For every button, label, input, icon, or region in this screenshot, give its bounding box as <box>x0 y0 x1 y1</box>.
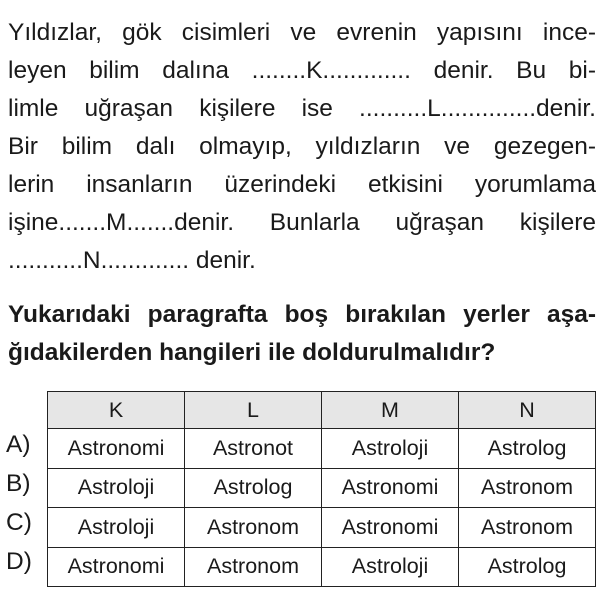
paragraph-line: işine.......M.......denir. Bunlarla uğraşan kişilere <box>8 209 596 236</box>
paragraph-line: Bir bilim dalı olmayıp, yıldızların ve gezegen- <box>8 133 596 160</box>
table-cell: Astronom <box>185 547 322 587</box>
option-row-b[interactable] <box>48 468 596 508</box>
table-cell: Astroloji <box>48 468 185 508</box>
table-cell: Astronomi <box>48 547 185 587</box>
table-cell: Astrolog <box>459 429 596 469</box>
paragraph <box>8 14 596 280</box>
question-line: ğıdakilerden hangileri ile doldurulmalıdır? <box>8 339 496 366</box>
answer-table <box>47 391 596 587</box>
table-cell: Astrolog <box>185 468 322 508</box>
table-cell: Astroloji <box>322 429 459 469</box>
question-line: Yukarıdaki paragrafta boş bırakılan yerler aşa- <box>8 301 596 328</box>
table-cell: Astronom <box>459 468 596 508</box>
paragraph-line: leyen bilim dalına ........K............. denir. Bu bi- <box>8 57 596 84</box>
paragraph-line: ...........N............. denir. <box>8 247 256 274</box>
table-header-row <box>48 392 596 429</box>
paragraph-line: lerin insanların üzerindeki etkisini yorumlama <box>8 171 596 198</box>
option-row-a[interactable] <box>48 429 596 469</box>
table-cell: Astronomi <box>48 429 185 469</box>
table-cell: Astroloji <box>322 547 459 587</box>
option-row-c[interactable] <box>48 508 596 548</box>
paragraph-line: Yıldızlar, gök cisimleri ve evrenin yapısını ince- <box>8 19 596 46</box>
table-cell: Astronomi <box>322 468 459 508</box>
option-label-d[interactable]: D) <box>6 548 32 575</box>
header-k: K <box>48 392 185 429</box>
option-label-b[interactable]: B) <box>6 470 31 497</box>
table-cell: Astrolog <box>459 547 596 587</box>
table-cell: Astronom <box>459 508 596 548</box>
paragraph-line: limle uğraşan kişilere ise ..........L..............denir. <box>8 95 596 122</box>
table-cell: Astronom <box>185 508 322 548</box>
header-m: M <box>322 392 459 429</box>
table-cell: Astronot <box>185 429 322 469</box>
header-l: L <box>185 392 322 429</box>
option-row-d[interactable] <box>48 547 596 587</box>
table-cell: Astronomi <box>322 508 459 548</box>
option-label-a[interactable]: A) <box>6 431 31 458</box>
table-cell: Astroloji <box>48 508 185 548</box>
header-n: N <box>459 392 596 429</box>
option-label-c[interactable]: C) <box>6 509 32 536</box>
question-text <box>8 296 596 372</box>
